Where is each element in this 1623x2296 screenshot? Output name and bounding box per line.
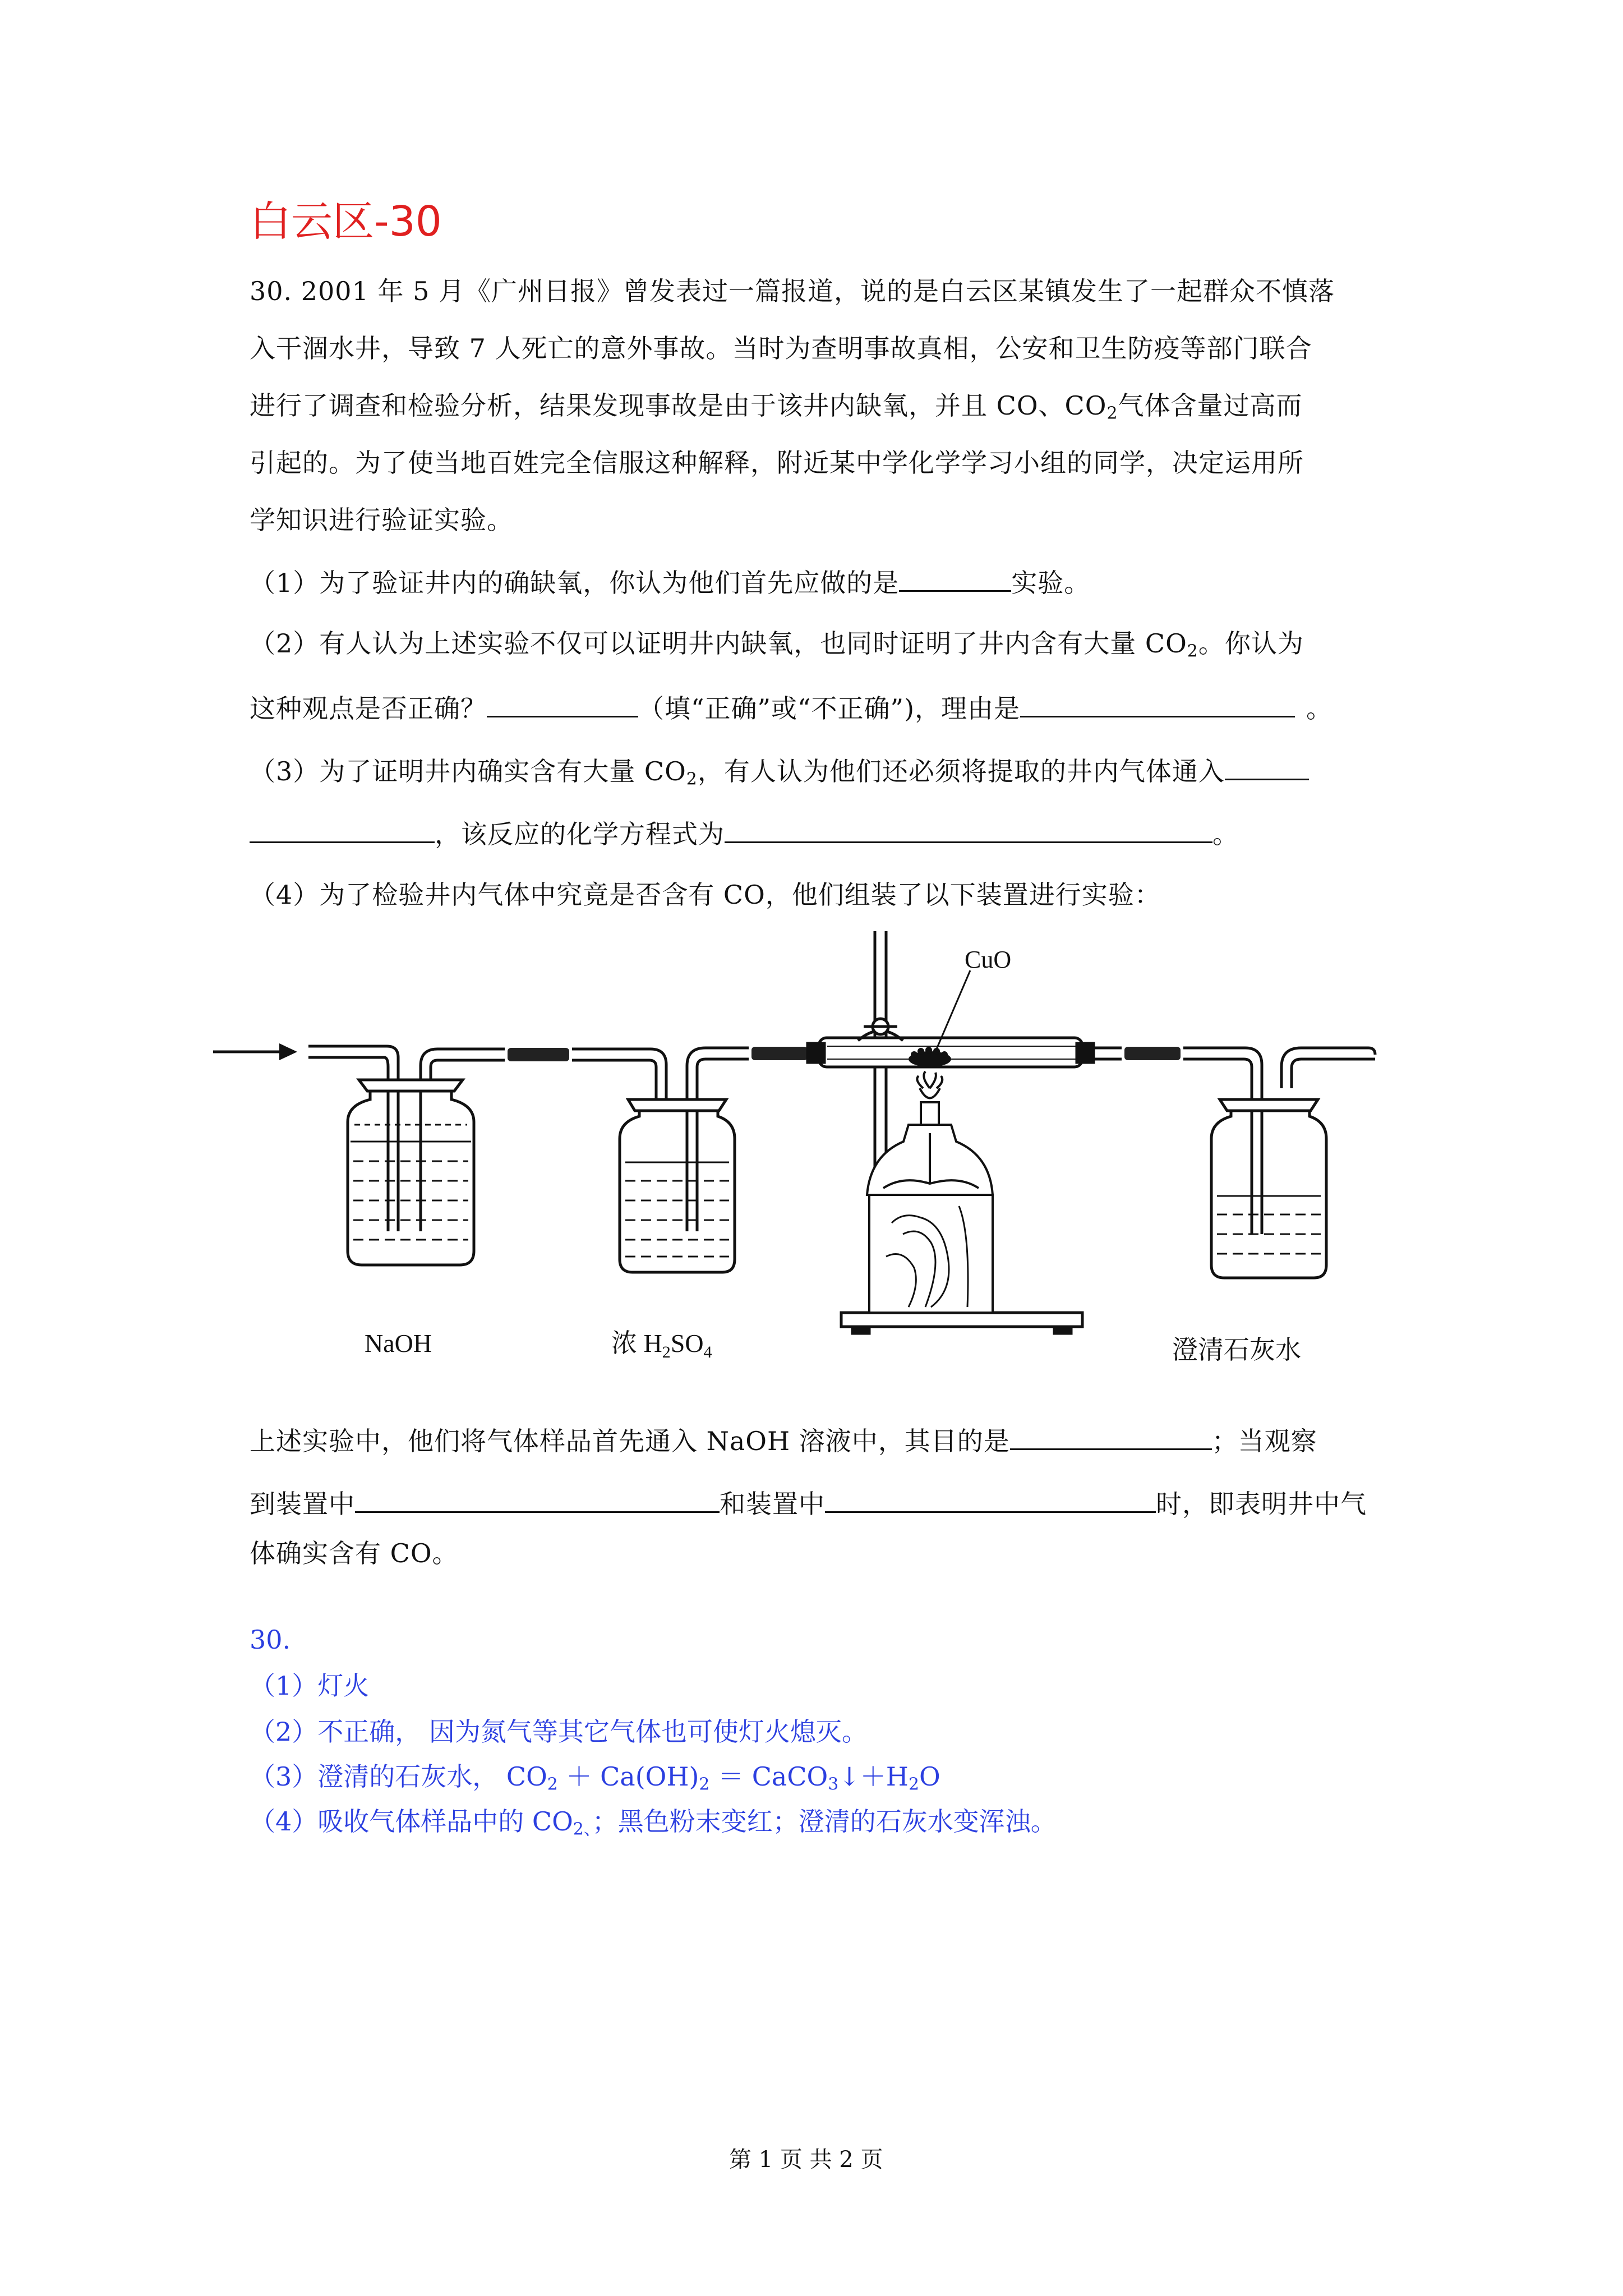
answer-blank xyxy=(250,819,435,843)
answer-2: （2）不正确， 因为氮气等其它气体也可使灯火熄灭。 xyxy=(250,1717,868,1747)
answer-4: （4）吸收气体样品中的 $CO_{2、}$；黑色粉末变红；澄清的石灰水变浑浊。 xyxy=(250,1806,1057,1839)
h2so4-label: 浓 $H_2SO_4$ xyxy=(611,1329,712,1361)
intro-line-3: 进行了调查和检验分析，结果发现事故是由于该井内缺氧，并且 CO、$CO_2$气体含量过高而 xyxy=(250,390,1303,424)
answer-blank xyxy=(825,1489,1156,1513)
answer-blank xyxy=(899,568,1011,592)
rubber-tube-2 xyxy=(751,1047,808,1060)
after-line-2: 到装置中 和装置中 时，即表明井中气 xyxy=(250,1489,1367,1519)
intro-line-4: 引起的。为了使当地百姓完全信服这种解释，附近某中学化学学习小组的同学，决定运用所 xyxy=(250,448,1304,478)
limewater-bottle xyxy=(1183,1048,1375,1278)
intro-line-2: 入干涸水井，导致 7 人死亡的意外事故。当时为查明事故真相，公安和卫生防疫等部门联合 xyxy=(250,333,1312,364)
question-3-line-2: ，该反应的化学方程式为 。 xyxy=(250,819,1239,847)
naoh-label: NaOH xyxy=(365,1329,432,1358)
intro-line-5: 学知识进行验证实验。 xyxy=(250,505,513,535)
after-line-3: 体确实含有 CO。 xyxy=(250,1538,459,1568)
section-title: 白云区-30 xyxy=(250,197,442,246)
rubber-tube-3 xyxy=(1124,1047,1181,1060)
question-2-line-1: （2）有人认为上述实验不仅可以证明井内缺氧，也同时证明了井内含有大量 $CO_2$。你认为 xyxy=(250,628,1304,661)
question-2-line-2: 这种观点是否正确？ （填“正确”或“不正确”)，理由是 。 xyxy=(250,693,1333,724)
answer-blank xyxy=(1225,756,1309,780)
answer-blank xyxy=(1010,1426,1212,1450)
inlet-arrowhead xyxy=(279,1043,297,1060)
question-3-line-1: （3）为了证明井内确实含有大量 $CO_2$，有人认为他们还必须将提取的井内气体通入 xyxy=(250,756,1309,784)
question-1: （1）为了验证井内的确缺氧，你认为他们首先应做的是 实验。 xyxy=(250,568,1091,598)
rubber-tube-1 xyxy=(508,1048,569,1061)
answer-1: （1）灯火 xyxy=(250,1671,370,1701)
answer-number: 30. xyxy=(250,1625,291,1655)
answer-3: （3）澄清的石灰水， $CO_2 + Ca(OH)_2$ ＝ $CaCO_3↓+H_2O$ xyxy=(250,1761,940,1795)
limewater-label: 澄清石灰水 xyxy=(1172,1336,1301,1364)
cuo-label: CuO xyxy=(965,946,1012,973)
h2so4-bottle xyxy=(572,1048,749,1272)
apparatus-diagram xyxy=(213,920,1419,1369)
after-line-1: 上述实验中，他们将气体样品首先通入 NaOH 溶液中，其目的是 ；当观察 xyxy=(250,1426,1317,1456)
answer-blank xyxy=(725,819,1212,843)
intro-line-1: 30. 2001 年 5 月《广州日报》曾发表过一篇报道，说的是白云区某镇发生了一起群众不慎落 xyxy=(250,276,1335,306)
answer-blank xyxy=(1020,693,1295,717)
answer-blank xyxy=(487,693,638,717)
question-4: （4）为了检验井内气体中究竟是否含有 CO，他们组装了以下装置进行实验： xyxy=(250,880,1161,910)
page-footer: 第 1 页 共 2 页 xyxy=(729,2147,883,2173)
answer-blank xyxy=(355,1489,720,1513)
naoh-bottle xyxy=(308,1046,505,1265)
